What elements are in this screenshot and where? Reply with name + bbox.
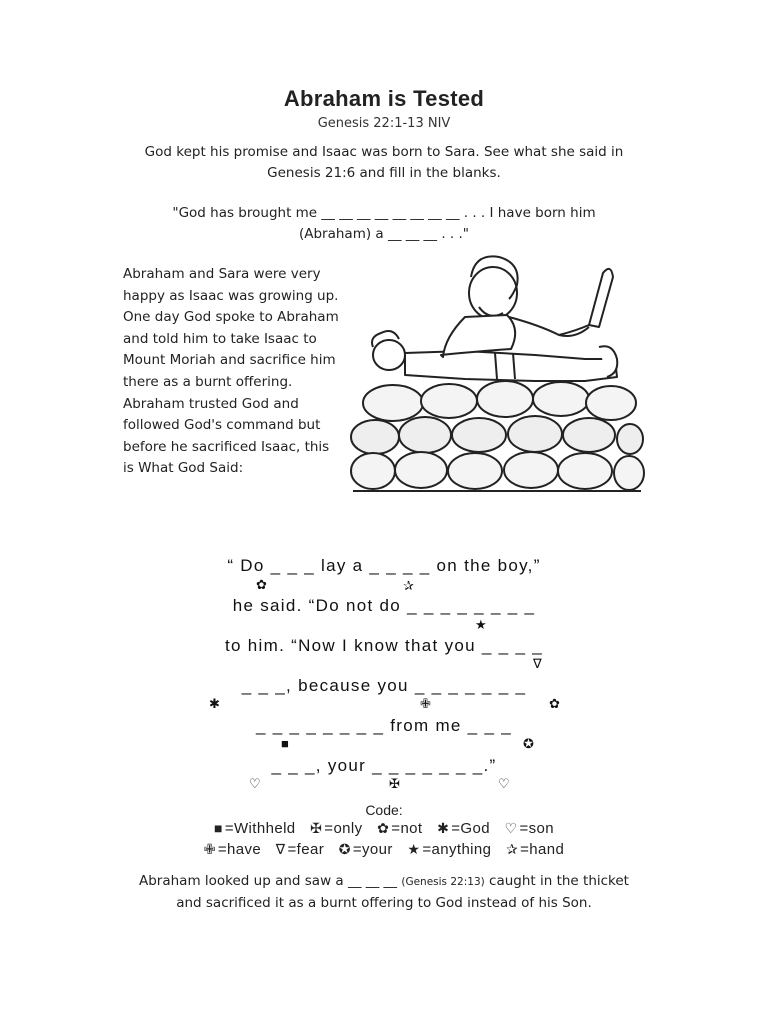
puzzle-line-2: he said. “Do not do _ _ _ _ _ _ _ _ <box>232 596 536 615</box>
code-withheld: ■ =Withheld <box>213 820 296 837</box>
code-your: ✪ =your <box>338 841 393 858</box>
puzzle-line-4: _ _ _, because you _ _ _ _ _ _ _ <box>241 676 527 695</box>
intro-paragraph <box>0 142 768 184</box>
altar-illustration <box>345 255 645 510</box>
hand-symbol: ✰ <box>403 578 414 593</box>
intro-line-2: Genesis 21:6 and fill in the blanks. <box>267 165 501 181</box>
your-symbol: ✪ <box>523 736 534 751</box>
son-symbol: ♡ <box>249 776 261 791</box>
puzzle-line-1: “ Do _ _ _ lay a _ _ _ _ on the boy,” <box>227 556 541 575</box>
withheld-symbol: ■ <box>281 736 289 751</box>
outro-line-1: Abraham looked up and saw a __ __ __ (Genesis 22:13) caught in the thicket <box>139 873 629 889</box>
code-anything: ★ =anything <box>407 841 492 858</box>
only-symbol: ✠ <box>389 776 400 791</box>
puzzle-line-5: _ _ _ _ _ _ _ _ from me _ _ _ <box>256 716 512 735</box>
puzzle-line-3: to him. “Now I know that you _ _ _ _ <box>225 636 543 655</box>
code-hand: ✰ =hand <box>505 841 565 858</box>
code-god: ✱ =God <box>437 820 490 837</box>
scripture-reference: Genesis 22:1-13 NIV <box>317 116 451 131</box>
closing-paragraph <box>0 871 768 914</box>
genesis-reference: (Genesis 22:13) <box>401 876 485 888</box>
code-fear: ∇ =fear <box>275 841 325 858</box>
intro-line-1: God kept his promise and Isaac was born to Sara. See what she said in <box>144 144 624 160</box>
anything-symbol: ★ <box>475 617 487 632</box>
page-title: Abraham is Tested <box>283 86 485 111</box>
code-row-1 <box>0 820 768 837</box>
code-title: Code: <box>365 802 403 818</box>
quote-line-1: "God has brought me __ __ __ __ __ __ __ __ . . . I have born him <box>172 205 596 221</box>
code-not: ✿ =not <box>377 820 423 837</box>
son-symbol-2: ♡ <box>498 776 510 791</box>
code-have: ✙ =have <box>203 841 262 858</box>
outro-line-2: and sacrificed it as a burnt offering to God instead of his Son. <box>176 895 592 911</box>
code-only: ✠ =only <box>310 820 363 837</box>
story-paragraph: Abraham and Sara were very happy as Isaac was growing up. One day God spoke to Abraham and told him to take Isaac to Mount Moriah and sacrifice him there as a burnt offering. Abraham trusted God and followed God's command but before he sacrificed Isaac, this is What God Said: <box>123 266 339 477</box>
not-symbol-2: ✿ <box>549 696 560 711</box>
not-symbol: ✿ <box>256 577 267 592</box>
code-row-2 <box>0 841 768 858</box>
quote-line-2: (Abraham) a __ __ __ . . ." <box>298 226 470 242</box>
fill-in-quote <box>0 203 768 245</box>
god-symbol: ✱ <box>209 696 220 711</box>
fear-symbol: ∇ <box>533 656 542 671</box>
have-symbol: ✙ <box>420 696 431 711</box>
puzzle-line-6: _ _ _, your _ _ _ _ _ _ _.” <box>271 756 497 775</box>
code-son: ♡ =son <box>504 820 555 837</box>
